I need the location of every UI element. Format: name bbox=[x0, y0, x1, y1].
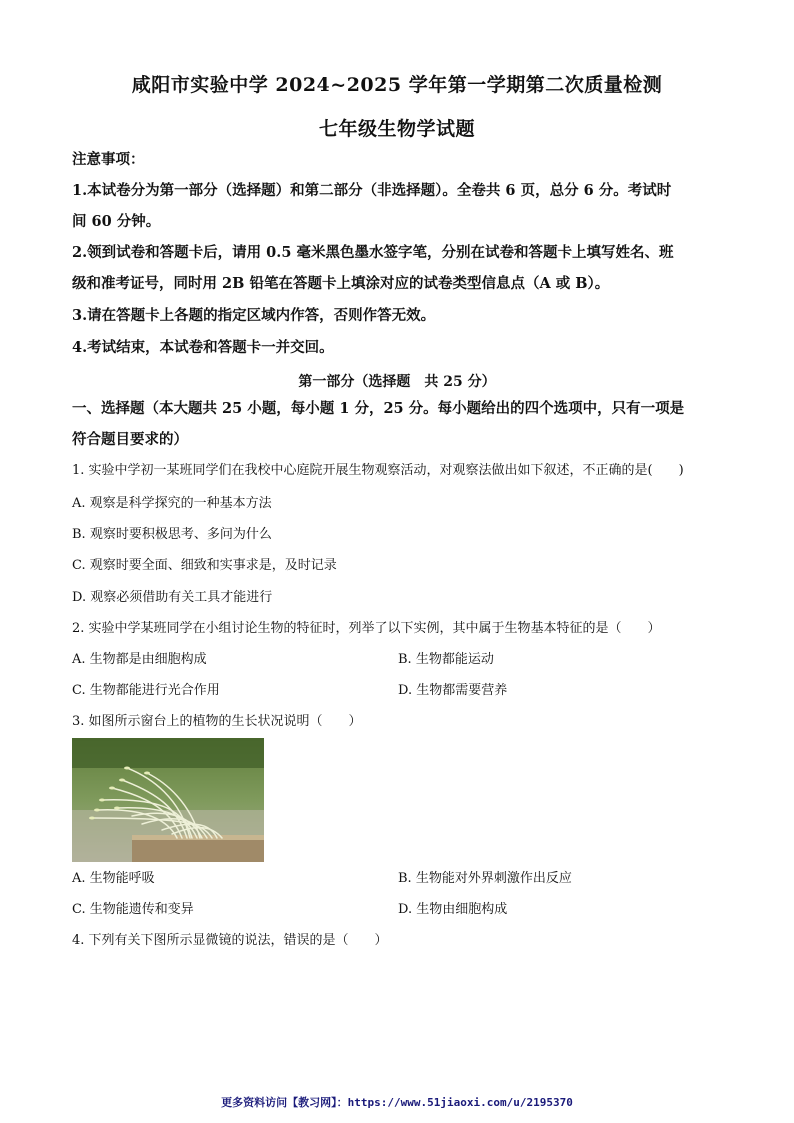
question-3-option-d: D. 生物由细胞构成 bbox=[398, 902, 508, 917]
question-1-option-c: C. 观察时要全面、细致和实事求是，及时记录 bbox=[72, 558, 337, 573]
question-4-stem: 4. 下列有关下图所示显微镜的说法，错误的是（ ） bbox=[72, 933, 388, 948]
question-3-stem: 3. 如图所示窗台上的植物的生长状况说明（ ） bbox=[72, 714, 362, 729]
question-2-stem: 2. 实验中学某班同学在小组讨论生物的特征时，列举了以下实例，其中属于生物基本特征的是（ ） bbox=[72, 621, 661, 636]
plant-phototropism-photo bbox=[72, 738, 264, 862]
question-1-option-b: B. 观察时要积极思考、多问为什么 bbox=[72, 527, 272, 542]
exam-title: 咸阳市实验中学 2024~2025 学年第一学期第二次质量检测 bbox=[131, 74, 663, 96]
exam-subtitle: 七年级生物学试题 bbox=[318, 118, 475, 140]
notes-heading: 注意事项： bbox=[72, 151, 145, 168]
question-2-option-b: B. 生物都能运动 bbox=[398, 652, 494, 667]
section-instructions-line-2: 符合题目要求的） bbox=[72, 431, 188, 448]
question-2-option-d: D. 生物都需要营养 bbox=[398, 683, 508, 698]
question-1-stem: 1. 实验中学初一某班同学们在我校中心庭院开展生物观察活动，对观察法做出如下叙述，不正确的是( ) bbox=[72, 463, 684, 478]
note-1-line-2: 间 60 分钟。 bbox=[72, 213, 161, 230]
note-4: 4.考试结束，本试卷和答题卡一并交回。 bbox=[72, 339, 334, 356]
footer-link[interactable]: 更多资料访问【教习网】：https://www.51jiaoxi.com/u/2195370 bbox=[221, 1096, 573, 1109]
note-2-line-2: 级和准考证号，同时用 2B 铅笔在答题卡上填涂对应的试卷类型信息点（A 或 B）。 bbox=[72, 275, 610, 292]
note-3: 3.请在答题卡上各题的指定区域内作答，否则作答无效。 bbox=[72, 307, 436, 324]
part-one-heading: 第一部分（选择题 共 25 分） bbox=[298, 374, 496, 390]
question-3-option-a: A. 生物能呼吸 bbox=[72, 871, 155, 886]
note-1-line-1: 1.本试卷分为第一部分（选择题）和第二部分（非选择题）。全卷共 6 页，总分 6 分。考试时 bbox=[72, 182, 672, 199]
question-3-option-b: B. 生物能对外界刺激作出反应 bbox=[398, 871, 572, 886]
question-1-option-a: A. 观察是科学探究的一种基本方法 bbox=[72, 496, 272, 511]
section-instructions-line-1: 一、选择题（本大题共 25 小题，每小题 1 分，25 分。每小题给出的四个选项中，只有一项是 bbox=[72, 400, 685, 417]
question-1-option-d: D. 观察必须借助有关工具才能进行 bbox=[72, 590, 273, 605]
note-2-line-1: 2.领到试卷和答题卡后，请用 0.5 毫米黑色墨水签字笔，分别在试卷和答题卡上填写姓名、班 bbox=[72, 244, 674, 261]
question-3-option-c: C. 生物能遗传和变异 bbox=[72, 902, 194, 917]
question-2-option-a: A. 生物都是由细胞构成 bbox=[72, 652, 207, 667]
question-2-option-c: C. 生物都能进行光合作用 bbox=[72, 683, 220, 698]
